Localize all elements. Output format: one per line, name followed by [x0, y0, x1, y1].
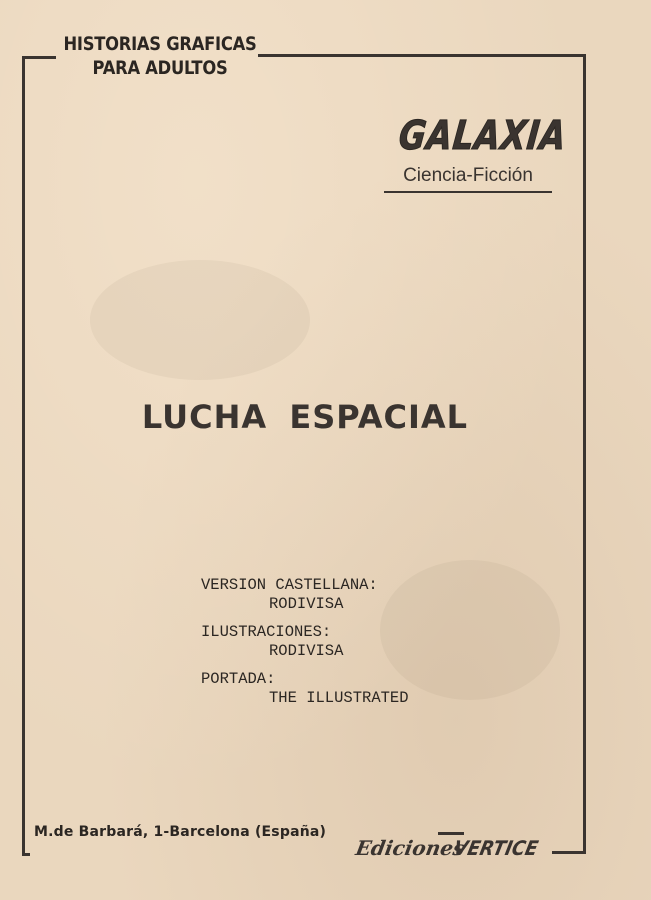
credit-value: RODIVISA [269, 595, 344, 613]
frame-left [22, 56, 25, 856]
credit-illustrations [201, 623, 409, 661]
credits [201, 576, 409, 717]
credit-label: PORTADA: [201, 670, 276, 688]
credit-cover [201, 670, 409, 708]
publisher-logo [354, 832, 550, 862]
publisher-script: Ediciones [353, 836, 467, 860]
series-line-2: PARA ADULTOS [92, 57, 228, 79]
logo-text: GALAXIA [396, 113, 569, 159]
frame-top-left [22, 56, 56, 59]
galaxia-logo [384, 110, 569, 193]
credit-label: VERSION CASTELLANA: [201, 576, 378, 594]
publisher-name: VERTICE [451, 836, 541, 860]
credit-label: ILUSTRACIONES: [201, 623, 332, 641]
credit-value: THE ILLUSTRATED [269, 689, 409, 707]
credit-translation [201, 576, 409, 614]
logo-underline [384, 191, 552, 193]
credit-value: RODIVISA [269, 642, 344, 660]
paper-stain [90, 260, 310, 380]
book-title: LUCHA ESPACIAL [141, 398, 469, 436]
frame-top-right [258, 54, 586, 57]
series-title [57, 32, 263, 80]
publisher-address: M.de Barbará, 1-Barcelona (España) [34, 824, 327, 840]
logo-subtitle: Ciencia-Ficción [403, 165, 533, 186]
frame-right [583, 54, 586, 854]
series-line-1: HISTORIAS GRAFICAS [63, 33, 257, 55]
frame-bottom-right [552, 851, 586, 854]
frame-bottom-left [22, 853, 30, 856]
